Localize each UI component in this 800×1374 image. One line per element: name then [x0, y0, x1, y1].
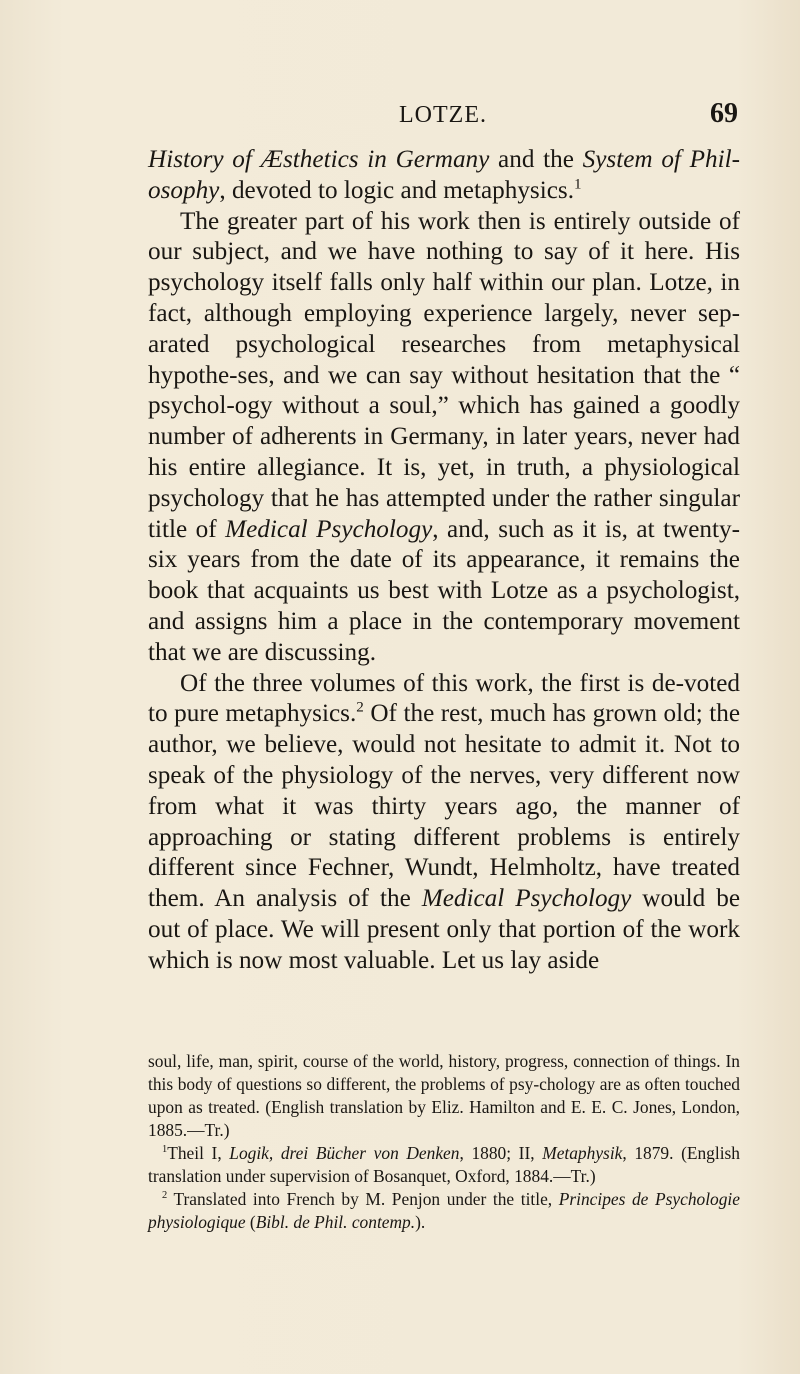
text-run: The greater part of his work then is entirely outside of our subject, and we have nothing to say of it here. His psychology itself falls only half within our plan. Lotze, in fact, although employing experience largely, never sep-arated psychological researches from metaphysical hypothe-ses, and we can say without hesitation that the “ psychol-ogy without a soul,” which has gained a goodly number of adherents in Germany, in later years, never had his entire allegiance. It is, yet, in truth, a physiological psychology that he has attempted under the rather singular title of — [148, 207, 740, 543]
page-number: 69 — [710, 98, 738, 129]
title-logik: Logik, drei Bücher von Denken — [229, 1143, 460, 1163]
text-run: , 1879. (English translation under supervision of Bosanquet, Oxford, 1884.—Tr.) — [148, 1143, 740, 1186]
text-run: , and, such as it is, at twenty-six years from the date of its appearance, it remains the book that acquaints us best with Lotze as a psychologist, and assigns him a place in the contemporary movement that we are discussing. — [148, 515, 741, 666]
text-run: Theil I, — [167, 1143, 230, 1163]
footnote-2 — [148, 1188, 740, 1234]
footnote-ref-2: 2 — [356, 699, 364, 716]
body-text — [148, 145, 740, 977]
footnote-mark: 1 — [162, 1144, 168, 1156]
footnotes — [148, 1050, 740, 1234]
paragraph-3 — [148, 669, 740, 977]
text-run: ( — [245, 1212, 256, 1232]
paragraph-1 — [148, 145, 740, 207]
book-title-aesthetics: History of Æsthetics in Germany — [148, 146, 490, 173]
text-run: , 1880; II, — [459, 1143, 543, 1163]
paragraph-2 — [148, 207, 740, 669]
text-run: , devoted to logic and metaphysics. — [219, 176, 575, 204]
text-run: Of the three volumes of this work, the first is de-voted to pure metaphysics. — [148, 669, 740, 728]
book-title-medical-psychology: Medical Psychology — [225, 515, 433, 543]
title-bibl: Bibl. de Phil. contemp. — [255, 1212, 416, 1232]
text-run: Translated into French by M. Penjon under the title, — [167, 1189, 559, 1209]
text-run: and the — [489, 146, 583, 173]
book-title-medical-psychology: Medical Psychology — [421, 885, 632, 913]
running-head — [148, 96, 738, 136]
running-title: LOTZE. — [399, 102, 487, 128]
text-run: ). — [415, 1212, 426, 1232]
footnote-1 — [148, 1142, 740, 1188]
title-principes: Principes de Psychologie physiologique — [148, 1189, 740, 1232]
book-title-system: System of Phil-osophy — [148, 146, 741, 204]
text-run: would be out of place. We will present only that portion of the work which is now most valuable. Let us lay aside — [148, 885, 741, 974]
footnote-mark: 2 — [162, 1190, 168, 1202]
footnote-ref-1: 1 — [574, 176, 582, 193]
footnote-continuation: soul, life, man, spirit, course of the world, history, progress, connection of things. In this body of questions so different, the problems of psy-chology are as often touched upon as treated. (English translation by Eliz. Hamilton and E. E. C. Jones, London, 1885.—Tr.) — [148, 1051, 740, 1140]
title-metaphysik: Metaphysik — [542, 1143, 623, 1163]
text-run: Of the rest, much has grown old; the author, we believe, would not hesitate to admit it. Not to speak of the physiology of the nerves, very different now from what it was thirty years ago, the manner of approaching or stating different problems is entirely different since Fechner, Wundt, Helmholtz, have treated them. An analysis of the — [148, 700, 741, 913]
